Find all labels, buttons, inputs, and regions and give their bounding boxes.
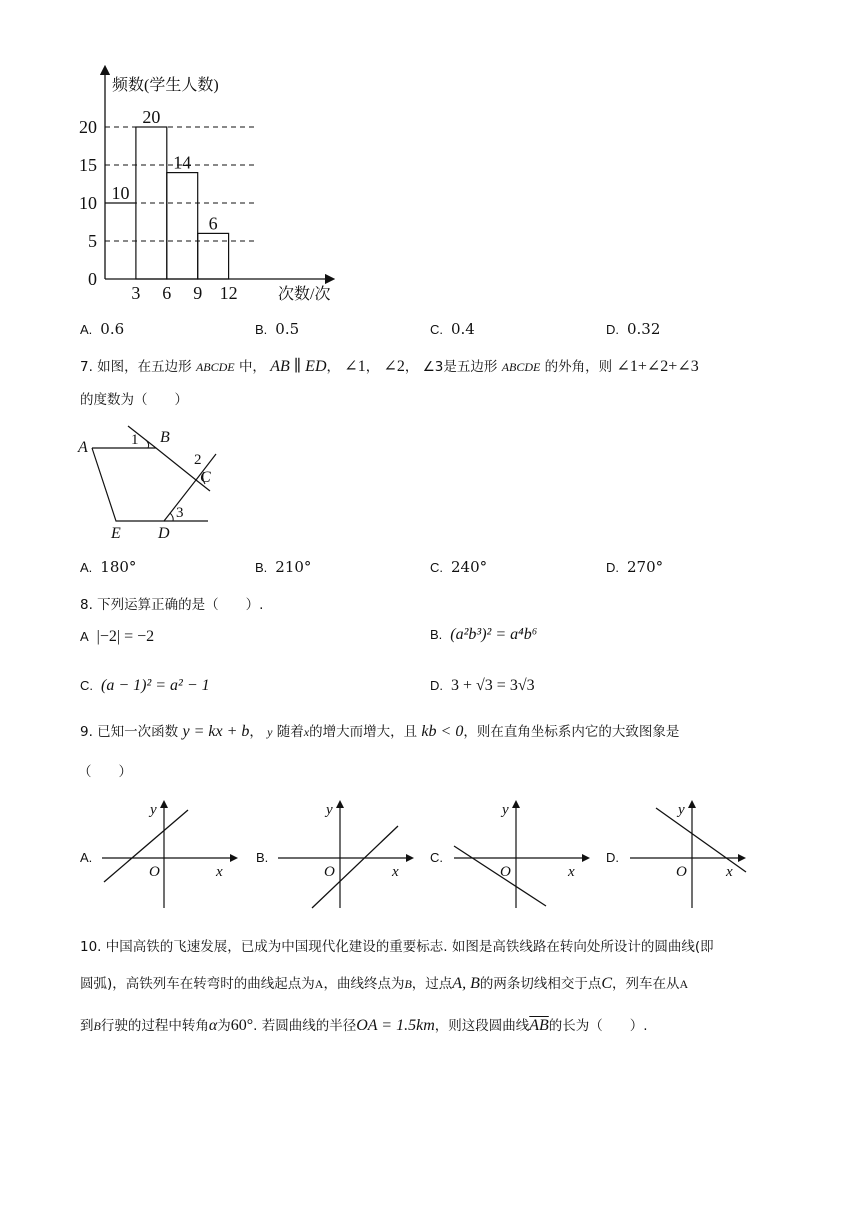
function-line [104,810,188,882]
q8-option-d[interactable] [430,676,535,695]
option-label: C. [430,322,443,337]
turn-angle: α [208,1017,218,1034]
q7-stem-line1: 7. 如图，在五边形 ABCDE 中， AB ∥ ED， ∠1， ∠2， ∠3是五边形 ABCDE 的外角，则 ∠1+∠2+∠3 [80,358,699,375]
bar [167,173,198,279]
option-label: A [80,629,89,644]
y-tick-label: 0 [88,269,97,289]
bar [198,233,229,279]
bar-data-label: 20 [142,107,161,127]
stem-text: 为 [217,1018,231,1034]
option-label: C. [80,678,93,693]
q8-option-c[interactable] [80,676,210,695]
x-tick-label: 9 [193,283,203,303]
option-text: 0.4 [451,320,475,338]
q6-option-c[interactable] [430,320,475,338]
option-text: (a − 1)² = a² − 1 [101,677,210,694]
bar-data-label: 14 [173,152,192,173]
q7-option-a[interactable] [80,558,136,576]
stem-text: ，则在直角坐标系内它的大致图象是 [463,724,680,740]
y-tick-label: 10 [79,193,97,213]
point-b: B [93,1019,101,1033]
option-label: B. [255,560,268,575]
q9-option-d-label[interactable] [606,848,627,866]
q9-stem-line2: （ ） [78,764,132,780]
y-label: y [150,802,157,818]
point-c: C [601,975,613,992]
option-label: B. [255,322,268,337]
origin-label: O [149,864,160,880]
radius-value: OA = 1.5km [356,1017,435,1034]
stem-text: 随着 [276,724,304,740]
option-label: A. [80,850,93,865]
option-label: D. [606,322,619,337]
origin-label: O [500,864,511,880]
q9-graph-b[interactable] [274,798,414,910]
vertex-e-label: E [111,525,121,542]
q6-option-d[interactable] [606,320,660,338]
option-label: D. [430,678,443,693]
var-y: y [267,725,273,739]
linear-function: y = kx + b [182,723,250,740]
arc-ab: $\overline{AB}$ [529,1017,549,1034]
option-text: 0.5 [275,320,300,338]
y-label: y [678,802,685,818]
stem-text: ， [249,724,263,740]
x-label: x [568,864,575,880]
stem-text: 的增大而增大，且 [309,724,418,740]
q9-option-c-label[interactable] [430,848,451,866]
angle-2-label: 2 [194,452,202,468]
stem-text: 的两条切线相交于点 [479,976,602,992]
q7-option-c[interactable] [430,558,487,576]
q8-option-b[interactable] [430,625,537,644]
vertex-d-label: D [158,525,170,542]
angle-1-label: 1 [131,432,139,448]
stem-text: ，则这段圆曲线 [434,1018,530,1034]
vertex-a-label: A [78,439,88,456]
option-text: 3 + √3 = 3√3 [451,677,535,694]
polygon-name: ABCDE [195,360,235,374]
q10-line2 [80,972,688,993]
parallel-condition: AB ∥ ED [270,358,327,375]
x-axis-label: 次数/次 [278,286,331,303]
q10-line1: 10. 中国高铁的飞速发展，已成为中国现代化建设的重要标志. 如图是高铁线路在转向处所设计的圆曲线(即 [80,939,714,955]
pentagon-figure [74,420,234,545]
stem-text: ，列车在从 [612,976,680,992]
origin-label: O [676,864,687,880]
option-label: A. [80,560,93,575]
y-label: y [502,802,509,818]
q9-graph-c[interactable] [450,798,590,910]
point-a: A [314,977,324,991]
y-axis-label: 频数(学生人数) [112,77,219,94]
option-text: 0.6 [100,320,125,338]
q9-stem-line1 [80,720,679,741]
q10-line3 [80,1014,648,1035]
y-tick-label: 20 [79,117,97,137]
q7-option-d[interactable] [606,558,663,576]
stem-text: 的外角，则 [544,359,613,375]
q7-stem-line2: 的度数为（ ） [80,392,188,408]
x-tick-label: 6 [162,283,172,303]
var-x: x [303,725,310,739]
option-text: 270° [627,558,664,576]
angle-sum: ∠1+∠2+∠3 [616,358,699,375]
option-label: C. [430,850,443,865]
option-text: |−2| = −2 [96,628,155,645]
option-text: 0.32 [627,320,661,338]
stem-text: ，过点 [411,976,453,992]
vertex-c-label: C [200,469,211,486]
angle-1: ∠1 [344,358,366,375]
stem-text: 9. 已知一次函数 [80,724,179,740]
stem-text: . 若圆曲线的半径 [253,1018,357,1034]
angle-2: ∠2 [383,358,405,375]
origin-label: O [324,864,335,880]
function-line [656,808,746,872]
q6-option-b[interactable] [255,320,299,338]
y-label: y [326,802,333,818]
kb-condition: kb < 0 [421,723,464,740]
option-label: C. [430,560,443,575]
q9-graph-a[interactable] [98,798,238,910]
stem-text: ∠3是五边形 [422,359,498,375]
x-label: x [216,864,223,880]
q8-option-a[interactable] [80,627,154,646]
angle-3-arc [170,513,173,521]
option-label: D. [606,850,619,865]
q9-graph-d[interactable] [626,798,766,910]
stem-text: 7. 如图，在五边形 [80,359,192,375]
histogram-chart [60,60,360,310]
x-label: x [726,864,733,880]
points-a-b: A, B [452,975,480,992]
angle-3-label: 3 [176,505,184,521]
option-text: 240° [451,558,488,576]
q6-option-a[interactable] [80,320,124,338]
option-label: A. [80,322,93,337]
option-label: B. [256,850,269,865]
x-tick-label: 12 [219,283,238,303]
q7-option-b[interactable] [255,558,311,576]
stem-text: 到 [80,1018,94,1034]
vertex-b-label: B [160,429,170,446]
q8-stem: 8. 下列运算正确的是（ ）. [80,597,264,613]
option-text: (a²b³)² = a⁴b⁶ [450,626,538,643]
point-b: B [404,977,412,991]
x-label: x [392,864,399,880]
point-a: A [679,977,689,991]
stem-text: 的长为（ ）. [548,1018,648,1034]
option-label: D. [606,560,619,575]
stem-text: 行驶的过程中转角 [100,1018,209,1034]
y-tick-label: 5 [88,231,97,251]
stem-text: ，曲线终点为 [323,976,405,992]
bar-data-label: 6 [208,213,218,234]
bar-data-label: 10 [111,183,130,203]
option-label: B. [430,627,443,642]
stem-text: 圆弧)，高铁列车在转弯时的曲线起点为 [80,976,315,992]
stem-text: 中， [238,359,266,375]
y-tick-label: 15 [79,155,97,175]
option-text: 180° [100,558,137,576]
option-text: 210° [275,558,312,576]
x-tick-label: 3 [131,283,141,303]
polygon-name: ABCDE [501,360,541,374]
angle-value: 60° [230,1017,254,1034]
